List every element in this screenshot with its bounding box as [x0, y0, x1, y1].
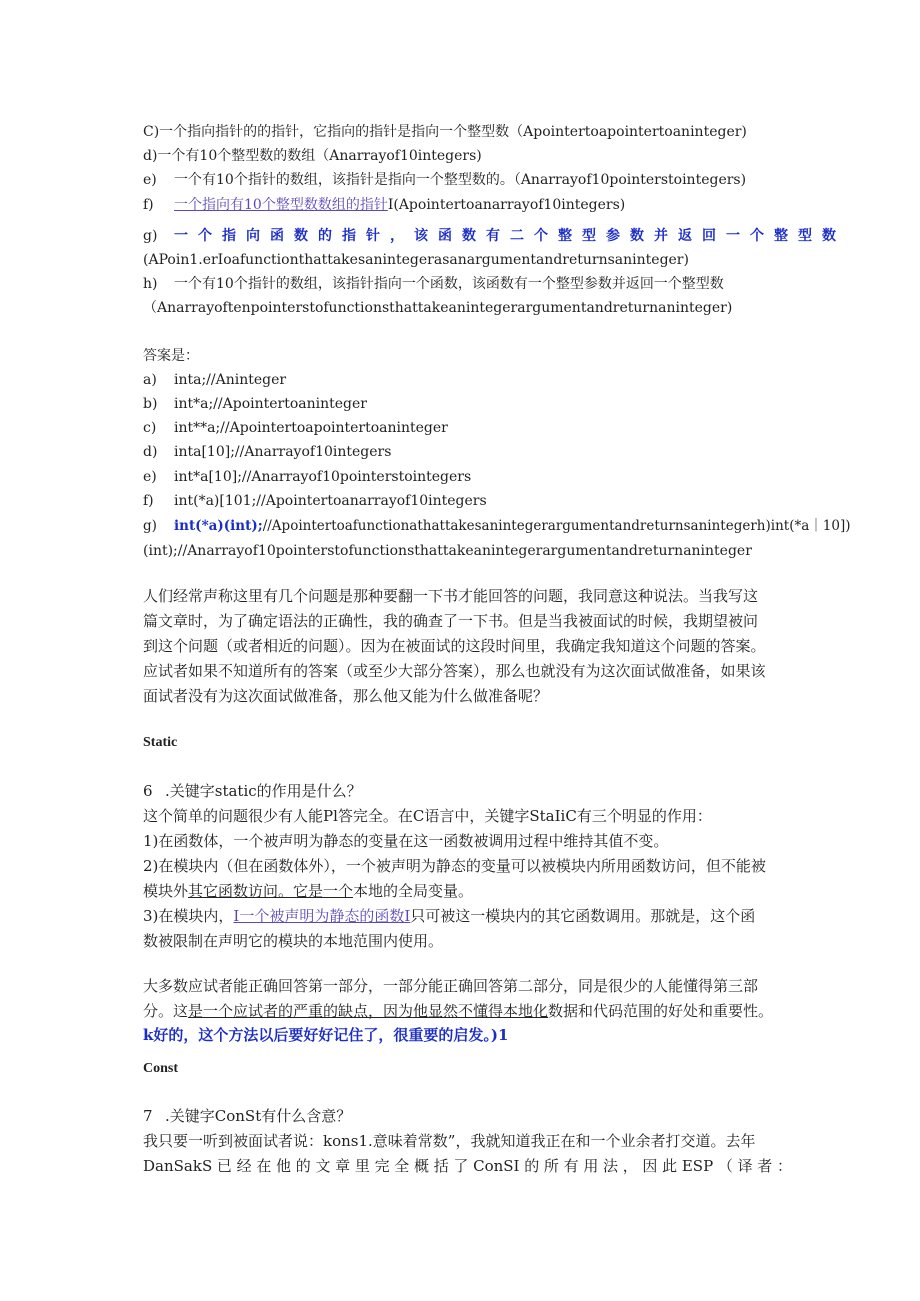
static-point-3-link[interactable]: I一个被声明为静态的函数I — [233, 907, 411, 925]
answer-label: c) — [143, 420, 157, 436]
question-f — [143, 195, 792, 215]
paragraph-line: 篇文章时，为了确定语法的正确性，我的确查了一下书。但是当我被面试的时候，我期望被问 — [143, 612, 759, 630]
question-text: .关键字ConSt有什么含意？ — [165, 1107, 352, 1125]
answer-g-highlight: int(*a)(int); — [174, 518, 263, 534]
answer-label: b) — [143, 396, 158, 412]
answer-code: //Apointertoafunctionathattakesanintegerargumentandreturnsanintegerh)int(*a｜10]) — [262, 518, 851, 534]
question-7 — [143, 1106, 792, 1126]
answer-label: a) — [143, 372, 157, 388]
answer-label: g) — [143, 518, 157, 534]
section-heading-static: Static — [143, 735, 178, 750]
static-point-2-cont — [143, 881, 792, 901]
text-run: 数据和代码范围的好处和重要性。 — [548, 1002, 774, 1020]
question-g-highlight: 一个指向函数的指针，该函数有二个整型参数并返回一个整型数 — [174, 228, 846, 244]
answer-code: int(*a)[101;//Apointertoanarrayof10integers — [174, 493, 487, 509]
question-d: d)一个有10个整型数的数组（Anarrayof10integers) — [143, 148, 482, 164]
answer-item — [143, 418, 792, 438]
answer-label: f) — [143, 493, 154, 509]
static-point-3 — [143, 906, 792, 926]
paragraph-line — [143, 1001, 800, 1021]
paragraph-line: 面试者没有为这次面试做准备，那么他又能为什么做准备呢？ — [143, 687, 549, 705]
answer-item — [143, 394, 792, 414]
text-run: 分。这 — [143, 1002, 189, 1020]
question-text: I(Apointertoanarrayof10integers) — [387, 197, 626, 213]
static-point-3-cont: 数被限制在声明它的模块的本地范围内使用。 — [143, 932, 444, 950]
answer-code: int**a;//Apointertoapointertoaninteger — [174, 420, 448, 436]
answers-intro: 答案是： — [143, 348, 199, 364]
question-text: 一个有10个指针的数组，该指针是指向一个整型数的。（Anarrayof10pointerstointegers) — [174, 172, 747, 188]
answer-g-cont: (int);//Anarrayof10pointerstofunctionsthattakeanintegerargumentandreturnaninteger — [143, 543, 752, 559]
question-label: h) — [143, 276, 158, 292]
answer-code: int*a[10];//Anarrayof10pointerstointegers — [174, 469, 472, 485]
static-intro: 这个简单的问题很少有人能Pl答完全。在C语言中，关键字StaIiC有三个明显的作用： — [143, 807, 712, 825]
question-g-cont: (APoin1.erIoafunctionthattakesanintegerasanargumentandreturnsaninteger) — [143, 252, 689, 268]
answer-code: int*a;//Apointertoaninteger — [174, 396, 367, 412]
question-text: .关键字static的作用是什么？ — [165, 782, 362, 800]
text-run: 本地的全局变量。 — [353, 882, 474, 900]
paragraph-line: 人们经常声称这里有几个问题是那种要翻一下书才能回答的问题，我同意这种说法。当我写这 — [143, 587, 759, 605]
underlined-text: 是一个应试者的严重的缺点，因为他显然不懂得本地化 — [188, 1002, 549, 1020]
const-line-1: 我只要一听到被面试者说：kons1.意味着常数”，我就知道我正在和一个业余者打交道。去年 — [143, 1132, 756, 1150]
question-6 — [143, 781, 792, 801]
answer-label: d) — [143, 444, 158, 460]
question-h — [143, 274, 792, 294]
answer-item — [143, 467, 792, 487]
answer-item — [143, 370, 792, 390]
question-number: 6 — [143, 782, 153, 800]
question-g — [143, 226, 846, 246]
question-label: e) — [143, 172, 157, 188]
text-run: 只可被这一模块内的其它函数调用。那就是，这个函 — [410, 907, 756, 925]
const-line-2: DanSakS已经在他的文章里完全概括了ConSI的所有用法，因此ESP（译者： — [143, 1157, 792, 1175]
static-point-1: 1)在函数体，一个被声明为静态的变量在这一函数被调用过程中维持其值不变。 — [143, 832, 669, 850]
question-label: g) — [143, 228, 158, 244]
question-h-cont: （Anarrayoftenpointerstofunctionsthattakeanintegerargumentandreturnaninteger) — [143, 300, 733, 316]
paragraph-line: 大多数应试者能正确回答第一部分，一部分能正确回答第二部分，同是很少的人能懂得第三部 — [143, 977, 759, 995]
answer-item-g — [143, 516, 851, 536]
question-label: f) — [143, 197, 154, 213]
answer-code: inta[10];//Anarrayof10integers — [174, 444, 392, 460]
answer-label: e) — [143, 469, 157, 485]
static-point-2: 2)在模块内（但在函数体外），一个被声明为静态的变量可以被模块内所用函数访问，但不能被 — [143, 857, 766, 875]
answer-code: inta;//Aninteger — [174, 372, 287, 388]
answer-item — [143, 491, 792, 511]
paragraph-line: 到这个问题（或者相近的问题）。因为在被面试的这段时间里，我确定我知道这个问题的答案。 — [143, 637, 766, 655]
question-text: 一个有10个指针的数组，该指针指向一个函数，该函数有一个整型参数并返回一个整型数 — [174, 276, 724, 292]
text-run: 模块外 — [143, 882, 189, 900]
question-e — [143, 170, 792, 190]
paragraph-line: 应试者如果不知道所有的答案（或至少大部分答案），那么也就没有为这次面试做准备，如果该 — [143, 662, 766, 680]
question-number: 7 — [143, 1107, 153, 1125]
text-run: 3)在模块内， — [143, 907, 234, 925]
answer-item — [143, 442, 792, 462]
annotation-note: k好的，这个方法以后要好好记住了，很重要的启发。)1 — [143, 1026, 509, 1044]
question-f-link[interactable]: 一个指向有10个整型数数组的指针 — [174, 197, 388, 213]
underlined-text: 其它函数访问。它是一个 — [188, 882, 354, 900]
section-heading-const: Const — [143, 1061, 179, 1076]
question-c: C)一个指向指针的的指针，它指向的指针是指向一个整型数（Apointertoapointertoaninteger) — [143, 124, 747, 140]
